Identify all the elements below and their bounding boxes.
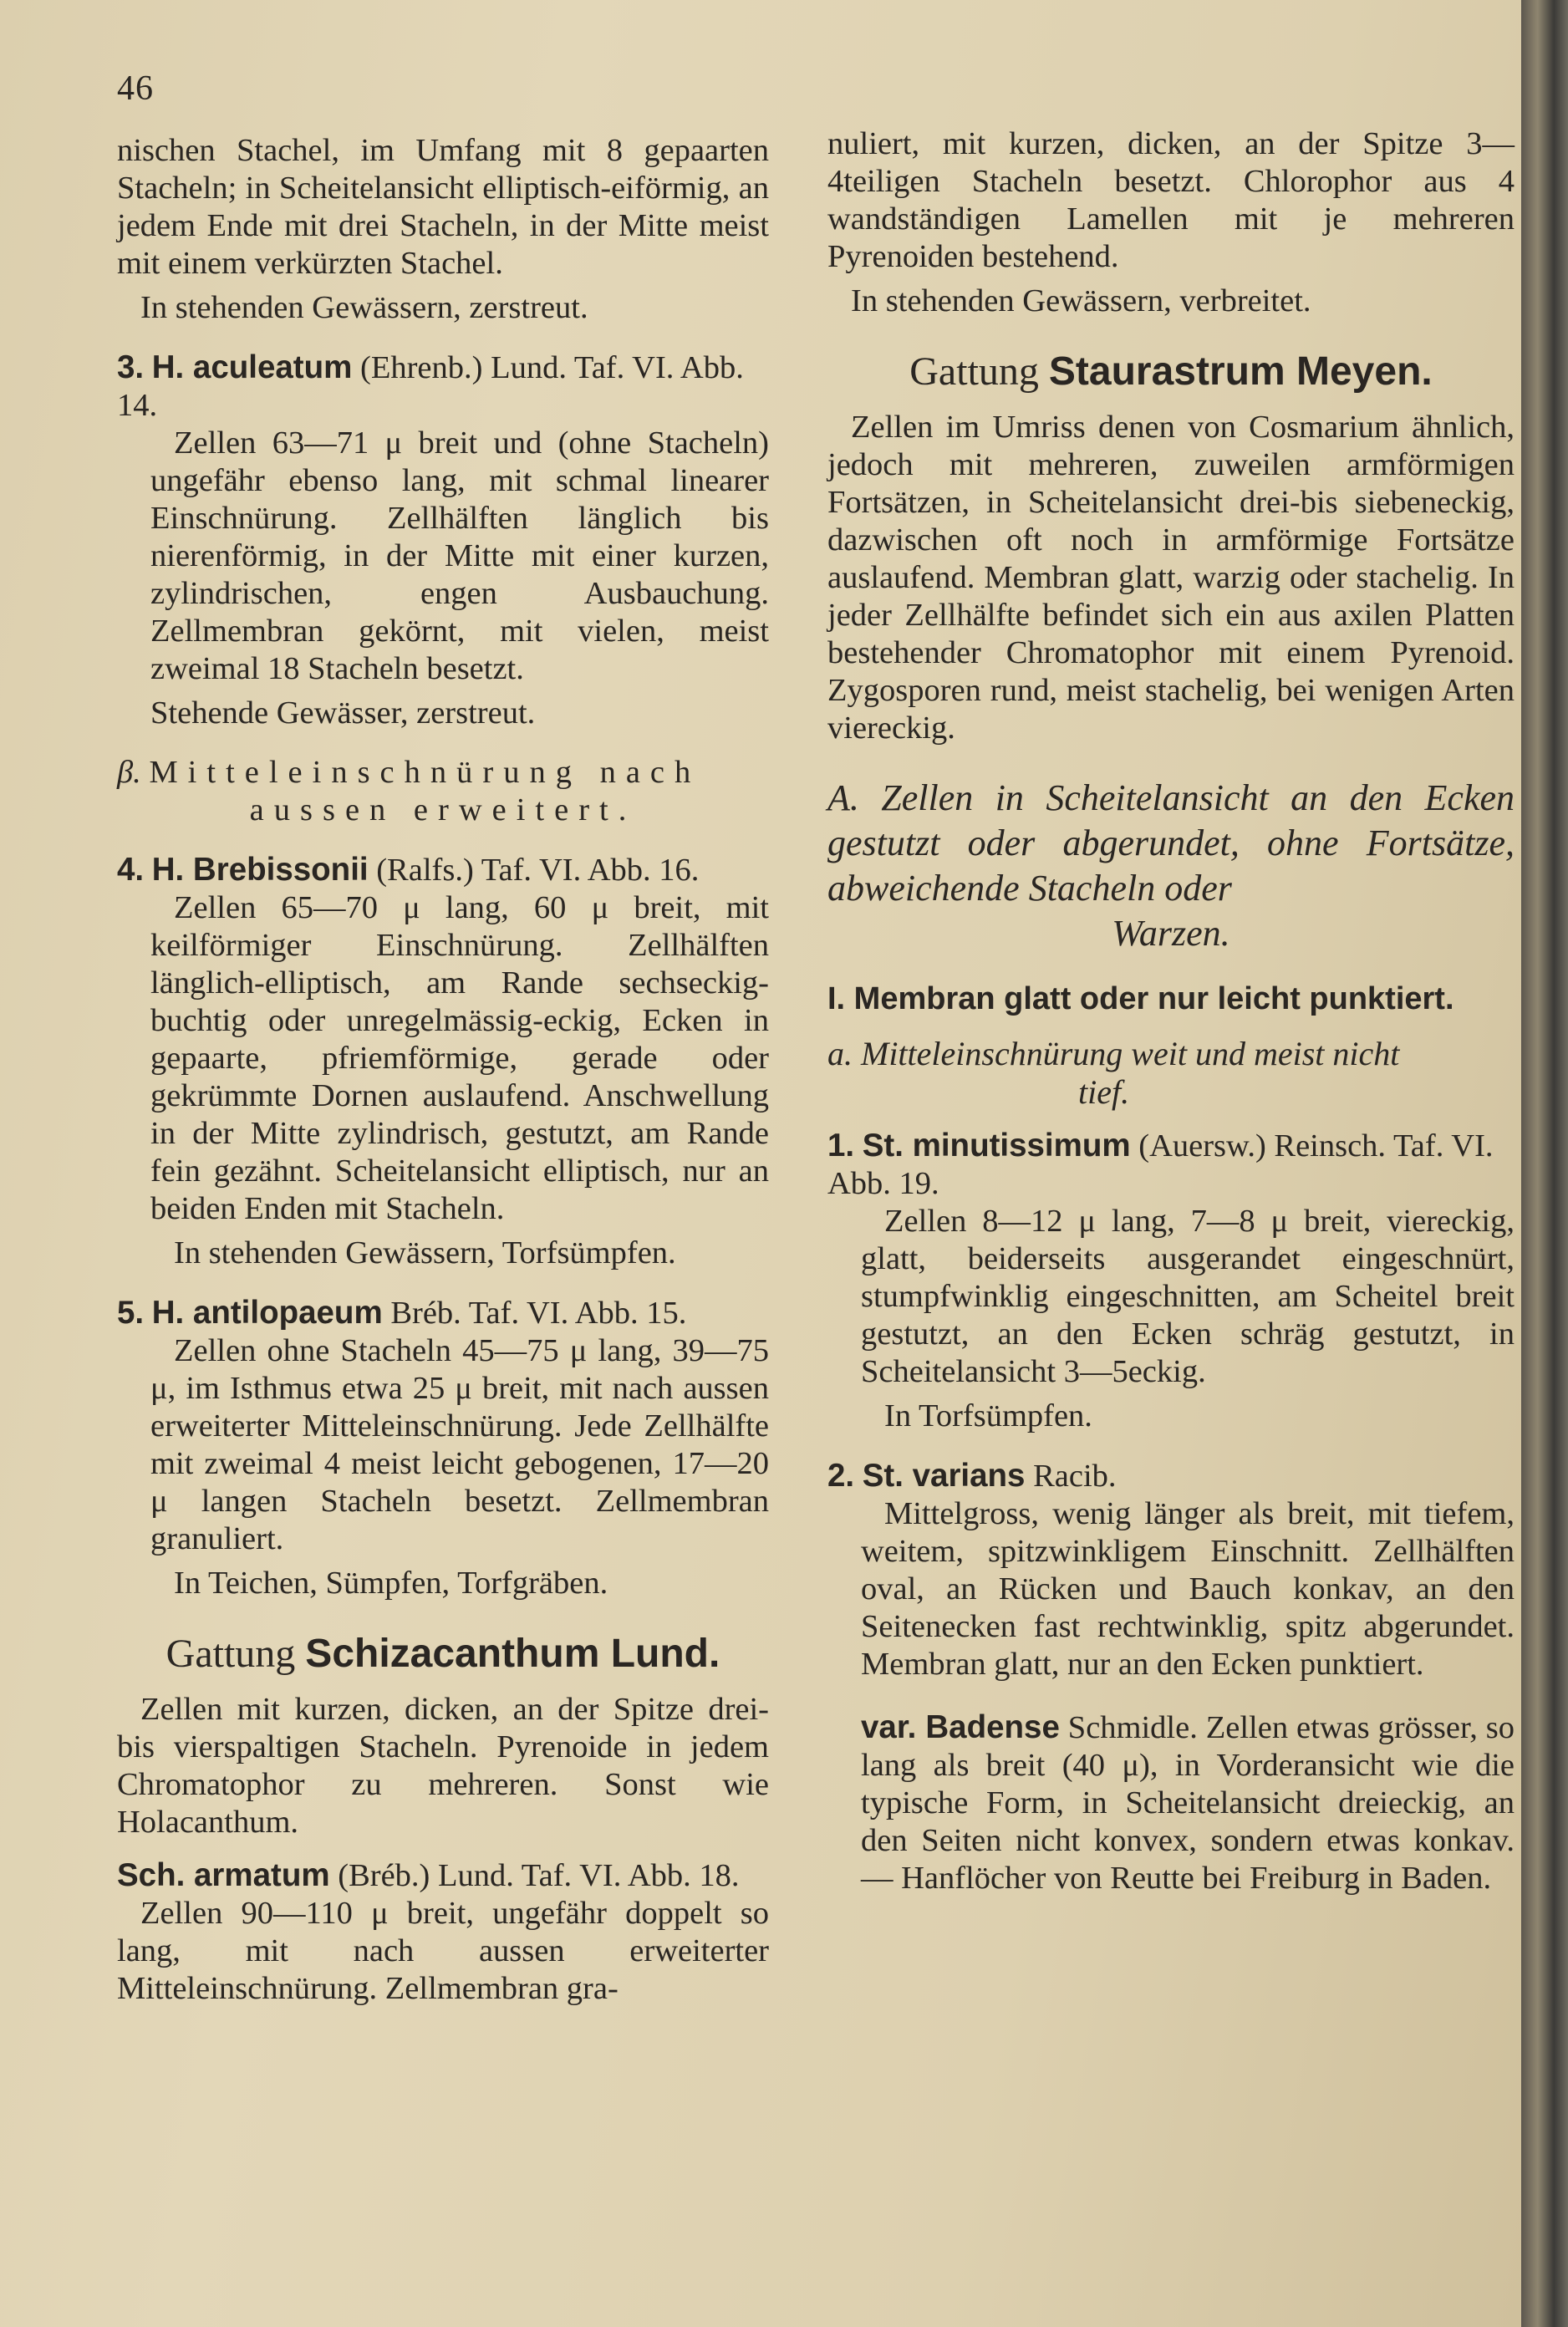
species-number: 5. bbox=[117, 1295, 145, 1331]
species-entry bbox=[117, 349, 769, 732]
subsection-text-continued: aussen erweitert. bbox=[249, 792, 637, 827]
species-entry bbox=[117, 851, 769, 1272]
habitat-note: In stehenden Gewässern, zerstreut. bbox=[140, 290, 588, 325]
subsection-text: Mitteleinschnürung nach bbox=[149, 755, 701, 790]
species-number: 1. bbox=[827, 1128, 855, 1164]
genus-name: Schizacanthum Lund. bbox=[305, 1632, 720, 1676]
species-name: H. aculeatum bbox=[151, 349, 353, 385]
species-description: Zellen 63—71 μ breit und (ohne Stacheln) ungefähr ebenso lang, mit schmal linearer Einschnürung. Zellhälften länglich bis nierenförmig, in der Mitte mit einer kurzen, zylindrischen, engen Ausbauchung. Zellmembran gekörnt, mit vielen, meist zweimal 18 Stacheln besetzt. bbox=[150, 425, 769, 686]
species-name: Sch. armatum bbox=[117, 1857, 330, 1893]
habitat-note: In Torfsümpfen. bbox=[884, 1398, 1092, 1433]
habitat-note: In stehenden Gewässern, verbreitet. bbox=[851, 283, 1311, 318]
species-heading bbox=[117, 349, 769, 425]
key-section-I: I. Membran glatt oder nur leicht punktiert. bbox=[827, 981, 1454, 1016]
habitat-note: In stehenden Gewässern, Torfsümpfen. bbox=[174, 1235, 676, 1270]
species-reference: Bréb. Taf. VI. Abb. 15. bbox=[390, 1296, 687, 1331]
species-name: H. antilopaeum bbox=[151, 1295, 383, 1331]
species-description: Zellen 90—110 μ breit, ungefähr doppelt so lang, mit nach aussen erweiterter Mitteleinschnürung. Zellmembran gra- bbox=[117, 1896, 769, 2006]
species-description: Zellen 8—12 μ lang, 7—8 μ breit, viereckig, glatt, beiderseits ausgerandet eingeschnürt, stumpfwinklig eingeschnitten, am Scheitel breit gestutzt, an den Ecken schräg gestutzt, in Scheitelansicht 3—5eckig. bbox=[861, 1204, 1515, 1389]
species-heading bbox=[117, 1856, 769, 1895]
species-number: 4. bbox=[117, 852, 145, 888]
species-entry bbox=[117, 1294, 769, 1602]
species-heading bbox=[117, 851, 769, 889]
variety-name: var. Badense bbox=[861, 1709, 1060, 1745]
species-entry bbox=[827, 1127, 1515, 1435]
species-reference: (Bréb.) Lund. Taf. VI. Abb. 18. bbox=[338, 1858, 740, 1893]
species-entry bbox=[827, 1457, 1515, 1683]
genus-prefix: Gattung bbox=[909, 349, 1039, 394]
species-number: 2. bbox=[827, 1458, 855, 1494]
species-reference: (Ralfs.) Taf. VI. Abb. 16. bbox=[376, 853, 700, 888]
species-heading bbox=[117, 1294, 769, 1332]
species-entry bbox=[117, 1856, 769, 2008]
species-description: Zellen 65—70 μ lang, 60 μ breit, mit keilförmiger Einschnürung. Zellhälften länglich-elliptisch, am Rande sechseckig-buchtig oder unregelmässig-eckig, Ecken in gepaarte, pfriemförmige, gerade oder gekrümmte Dornen auslaufend. Anschwellung in der Mitte zylindrisch, gestutzt, am Rande fein gezähnt. Scheitelansicht elliptisch, nur an beiden Enden mit Stacheln. bbox=[150, 890, 769, 1226]
species-name: St. varians bbox=[862, 1458, 1026, 1494]
genus-heading bbox=[117, 1631, 769, 1678]
subsection-heading bbox=[117, 754, 769, 829]
continued-description: nischen Stachel, im Umfang mit 8 gepaarten Stacheln; in Scheitelansicht elliptisch-eiförmig, an jedem Ende mit drei Stacheln, in der Mitte meist mit einem verkürzten Stachel. bbox=[117, 133, 769, 281]
species-reference: Racib. bbox=[1033, 1459, 1117, 1494]
species-description: Zellen ohne Stacheln 45—75 μ lang, 39—75 μ, im Isthmus etwa 25 μ breit, mit nach aussen erweiterter Mitteleinschnürung. Jede Zellhälfte mit zweimal 4 meist leicht gebogenen, 17—20 μ langen Stacheln besetzt. Zellmembran granuliert. bbox=[150, 1333, 769, 1556]
species-name: H. Brebissonii bbox=[151, 852, 369, 888]
species-description: Mittelgross, wenig länger als breit, mit tiefem, weitem, spitzwinkligem Einschnitt. Zellhälften oval, an Rücken und Bauch konkav, an den Seitenecken fast rechtwinklig, spitz abgerundet. Membran glatt, nur an den Ecken punktiert. bbox=[861, 1496, 1515, 1682]
genus-name: Staurastrum Meyen. bbox=[1048, 349, 1433, 394]
book-spine-edge bbox=[1521, 0, 1568, 2327]
genus-heading bbox=[827, 349, 1515, 395]
species-name: St. minutissimum bbox=[862, 1128, 1131, 1164]
species-reference: (Ehrenb.) Lund. Taf. VI. Abb. 14. bbox=[117, 350, 744, 423]
species-reference: (Auersw.) Reinsch. Taf. VI. Abb. 19. bbox=[827, 1128, 1494, 1201]
continued-description: nuliert, mit kurzen, dicken, an der Spitze 3—4teiligen Stacheln besetzt. Chlorophor aus 4 wandständigen Lamellen mit je mehreren Pyrenoiden bestehend. bbox=[827, 126, 1515, 274]
genus-description: Zellen mit kurzen, dicken, an der Spitze drei- bis vierspaltigen Stacheln. Pyrenoide in jedem Chromatophor zu mehreren. Sonst wie Holacanthum. bbox=[117, 1692, 769, 1840]
habitat-note: Stehende Gewässer, zerstreut. bbox=[150, 695, 536, 731]
page-number: 46 bbox=[117, 69, 154, 108]
left-column bbox=[117, 132, 769, 2008]
variety-entry bbox=[827, 1708, 1515, 1897]
species-heading bbox=[827, 1457, 1515, 1495]
key-subsection-a bbox=[827, 1035, 1515, 1112]
species-heading bbox=[827, 1127, 1515, 1203]
genus-description: Zellen im Umriss denen von Cosmarium ähnlich, jedoch mit mehreren, zuweilen armförmigen Fortsätzen, in Scheitelansicht drei-bis siebeneckig, dazwischen oft noch in armförmige Fortsätze auslaufend. Membran glatt, warzig oder stachelig. In jeder Zellhälfte befindet sich ein aus axilen Platten bestehender Chromatophor mit einem Pyrenoid. Zygosporen rund, meist stachelig, bei wenigen Arten viereckig. bbox=[827, 410, 1515, 746]
species-number: 3. bbox=[117, 349, 145, 385]
habitat-note: In Teichen, Sümpfen, Torfgräben. bbox=[174, 1566, 608, 1601]
key-section-a-end: Warzen. bbox=[1112, 913, 1230, 954]
variety-description: Schmidle. Zellen etwas grösser, so lang als breit (40 μ), in Vorderansicht wie die typische Form, in Scheitelansicht dreieckig, an den Seiten nicht konvex, sondern etwas konkav. — Hanflöcher von Reutte bei Freiburg in Baden. bbox=[861, 1710, 1515, 1896]
key-section-a-text: A. Zellen in Scheitelansicht an den Ecken gestutzt oder abgerundet, ohne Fortsätze, abweichende Stacheln oder bbox=[827, 777, 1515, 909]
genus-prefix: Gattung bbox=[165, 1632, 296, 1676]
key-subsection-a-end: tief. bbox=[1078, 1073, 1130, 1111]
right-column bbox=[827, 125, 1515, 1897]
key-section-a bbox=[827, 776, 1515, 956]
subsection-label: β. bbox=[117, 755, 141, 790]
key-subsection-a-text: a. Mitteleinschnürung weit und meist nicht bbox=[827, 1035, 1400, 1072]
